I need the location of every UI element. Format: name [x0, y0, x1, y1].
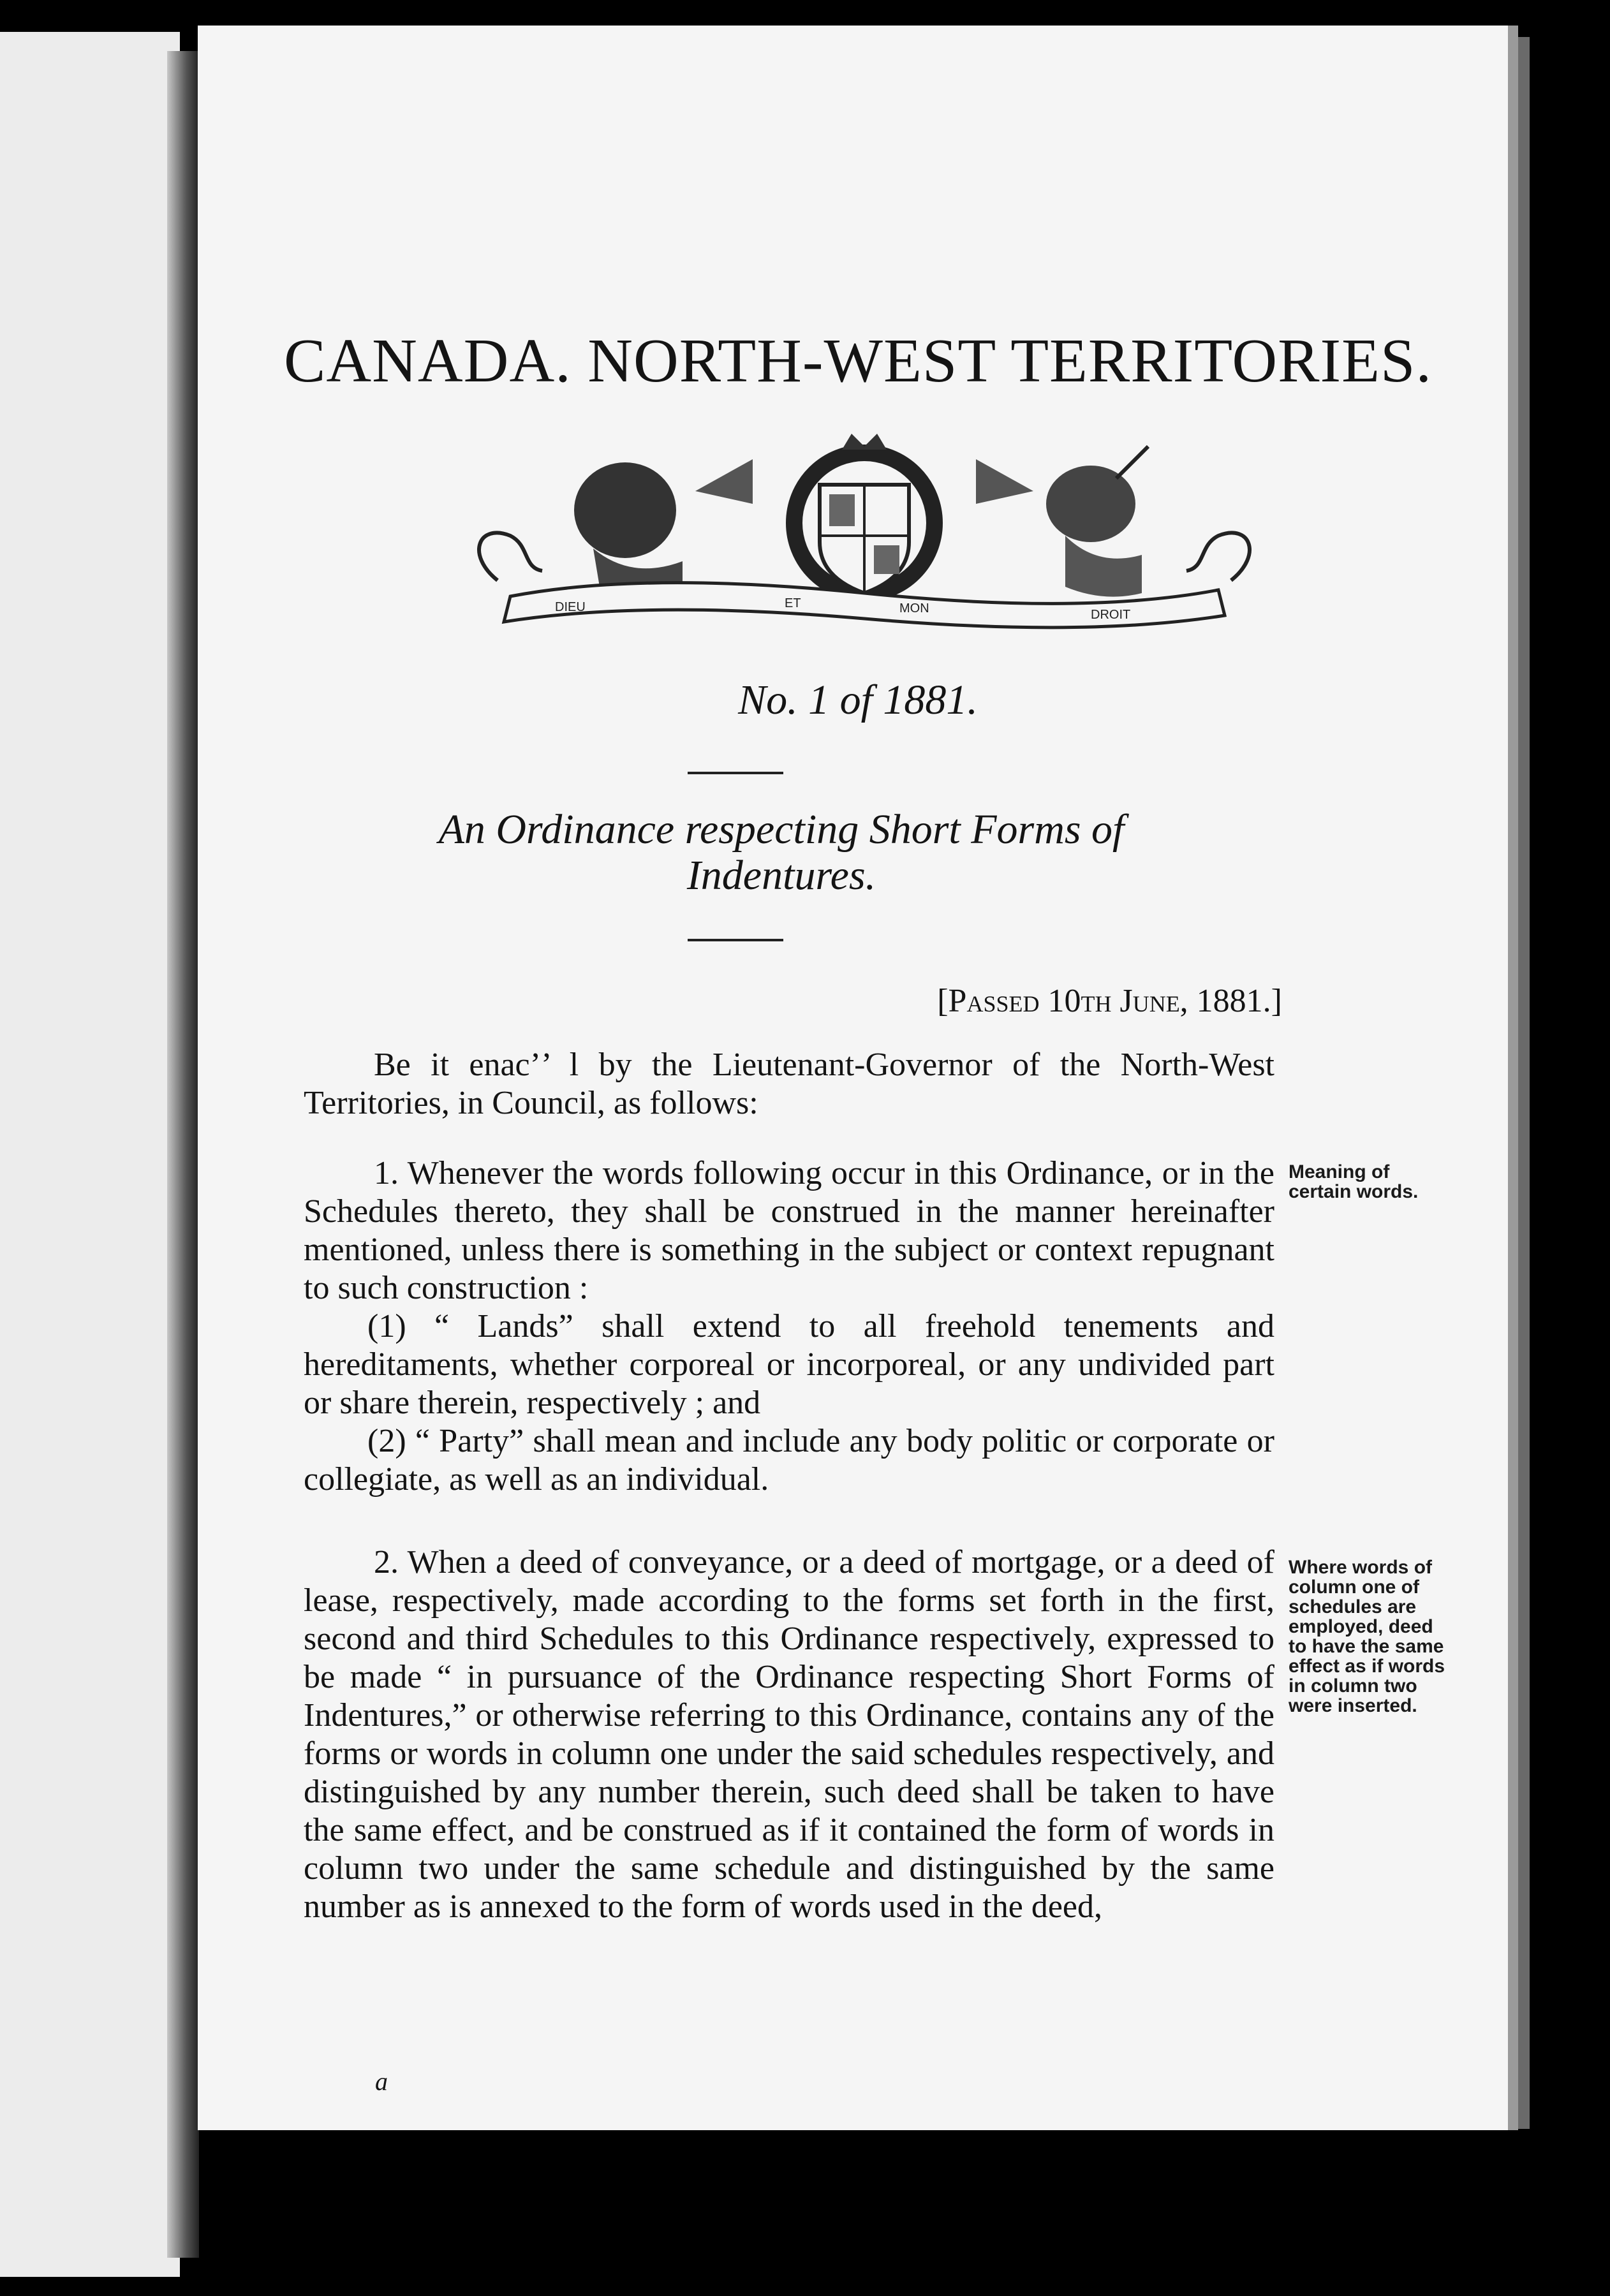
- divider-rule: [688, 772, 783, 774]
- royal-coat-of-arms-emblem: [453, 434, 1276, 644]
- motto-word-4: DROIT: [1091, 608, 1131, 622]
- margin-note-section-2: Where words of column one of schedules are employed, deed to have the same effect as if words in column two were inserted.: [1289, 1557, 1445, 1716]
- document-page: [198, 26, 1518, 2130]
- section-1-clause-2: (2) “ Party” shall mean and include any body politic or corporate or collegiate, as well as an individual.: [304, 1423, 1274, 1498]
- enacting-clause-text: Be it enacʼ’ l by the Lieutenant-Governor of the North-West Territories, in Council, as follows:: [304, 1047, 1274, 1121]
- margin-note-section-1: Meaning of certain words.: [1289, 1161, 1419, 1202]
- ordinance-heading: [287, 807, 1276, 899]
- divider-rule: [688, 939, 783, 941]
- heading-line-2: Indentures.: [686, 852, 876, 899]
- section-1-clause-1: (1) “ Lands” shall extend to all freehold tenements and hereditaments, whether corporeal or incorporeal, or any undivided part or share therein, respectively ; and: [304, 1308, 1274, 1421]
- page-title: CANADA. NORTH-WEST TERRITORIES.: [283, 327, 1433, 395]
- section-1-text: 1. Whenever the words following occur in this Ordinance, or in the Schedules thereto, they shall be construed in the manner hereinafter mentioned, unless there is something in the subject or context repugnant to such construction :: [304, 1155, 1274, 1306]
- ordinance-number: No. 1 of 1881.: [738, 677, 978, 723]
- passed-date: [Passed 10th June, 1881.]: [937, 983, 1282, 1019]
- book-gutter: [167, 51, 199, 2258]
- enacting-clause: [304, 1046, 1274, 1122]
- motto-word-2: ET: [785, 596, 801, 610]
- section-2-text: 2. When a deed of conveyance, or a deed of mortgage, or a deed of lease, respectively, made according to the forms set forth in the first, second and third Schedules to this Ordinance respectively, expressed to be made “ in pursuance of the Ordinance respecting Short Forms of Indentures,” or otherwise referring to this Ordinance, contains any of the forms or words in column one under the said schedules respectively, and distinguished by any number therein, such deed shall be taken to have the same effect, and be construed as if it contained the form of words in column two under the same schedule and distinguished by the same number as is annexed to the form of words used in the deed,: [304, 1544, 1274, 1925]
- page-edge: [1518, 37, 1530, 2129]
- motto-word-1: DIEU: [555, 600, 586, 614]
- signature-mark: a: [375, 2067, 388, 2096]
- motto-word-3: MON: [899, 601, 929, 615]
- facing-page: [0, 32, 180, 2277]
- section-2: [304, 1543, 1274, 1926]
- heading-line-1: An Ordinance respecting Short Forms of: [438, 806, 1125, 853]
- section-1: [304, 1154, 1274, 1499]
